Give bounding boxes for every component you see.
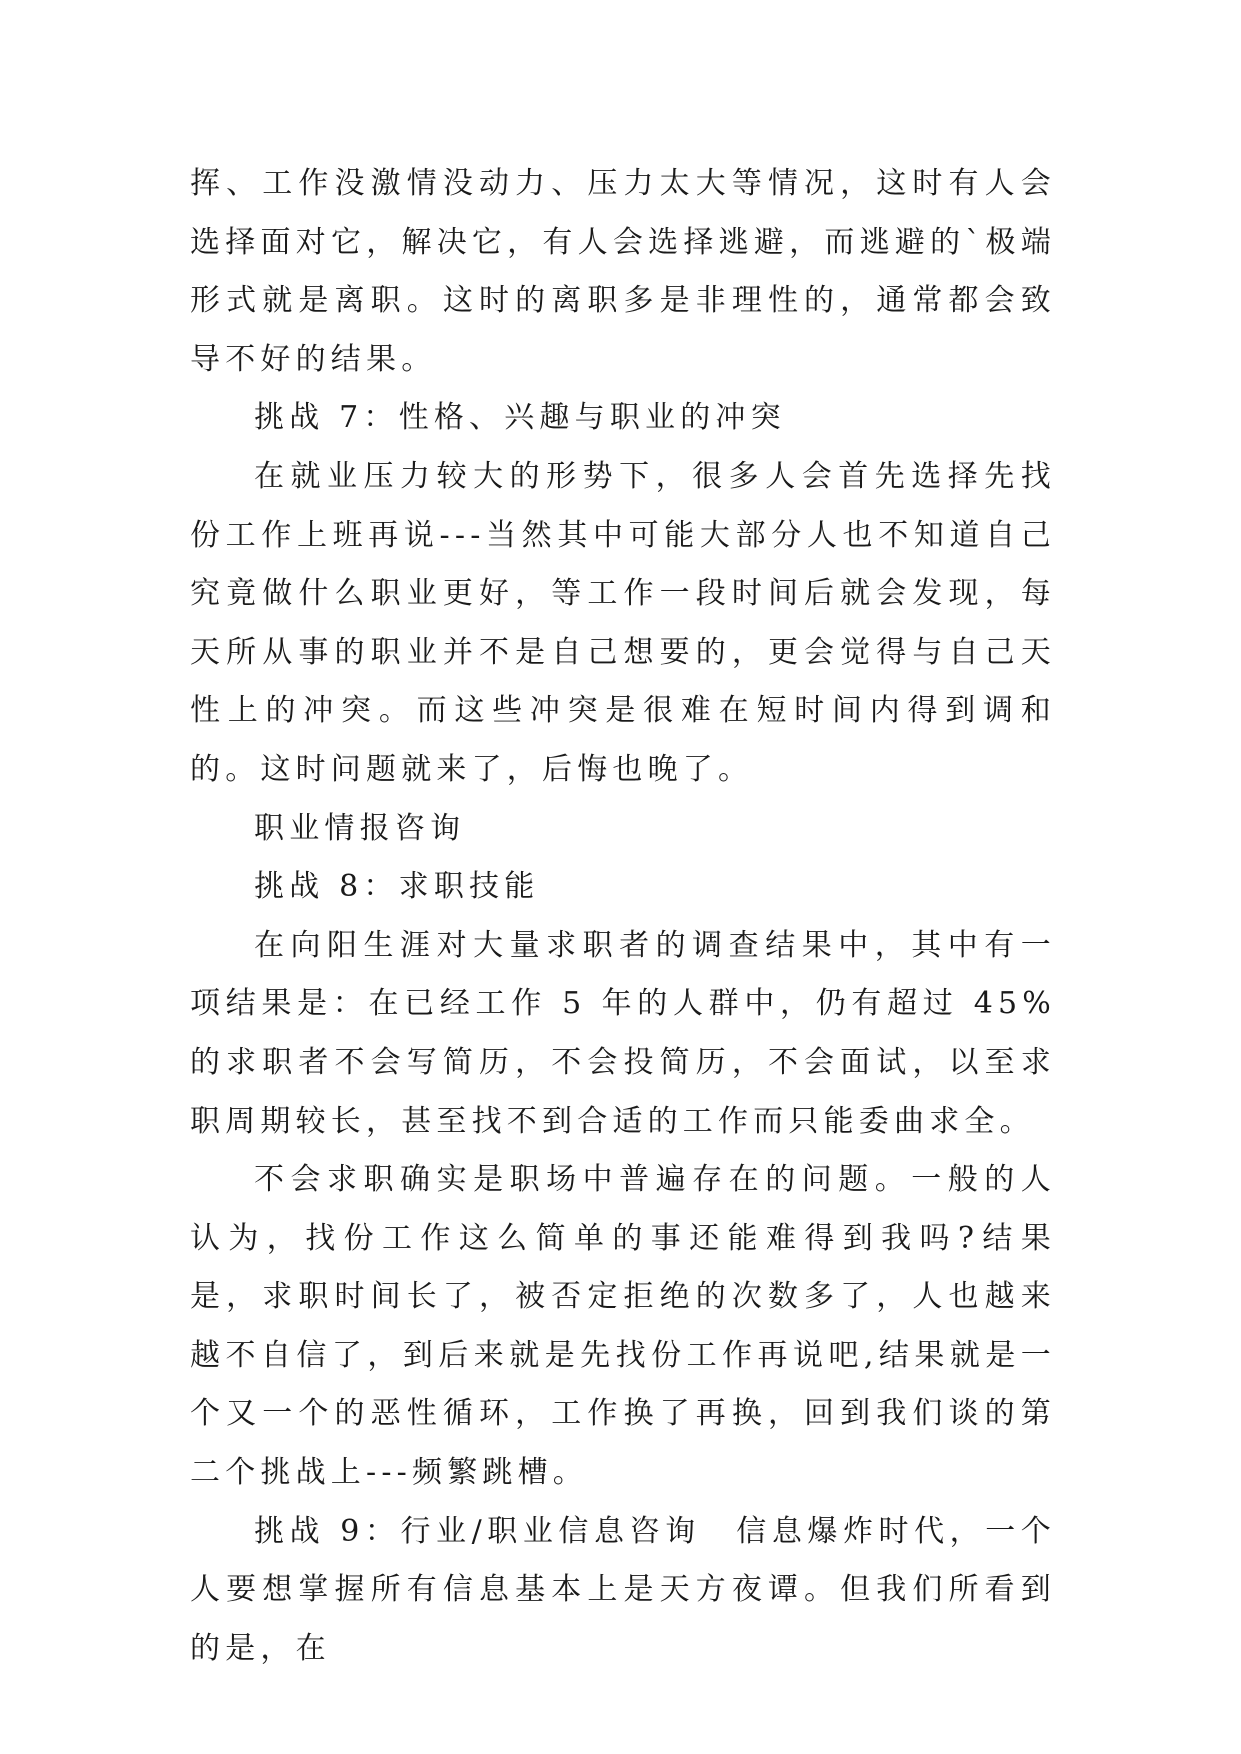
paragraph-challenge-9: 挑战 9：行业/职业信息咨询 信息爆炸时代，一个人要想掌握所有信息基本上是天方夜谭。但我们所看到的是，在 xyxy=(190,1513,1056,1666)
document-page xyxy=(190,155,1056,1678)
paragraph-challenge-7-body: 在就业压力较大的形势下，很多人会首先选择先找份工作上班再说---当然其中可能大部分人也不知道自己究竟做什么职业更好，等工作一段时间后就会发现，每天所从事的职业并不是自己想要的，更会觉得与自己天性上的冲突。而这些冲突是很难在短时间内得到调和的。这时问题就来了，后悔也晚了。 xyxy=(190,458,1056,787)
paragraph-continuation: 挥、工作没激情没动力、压力太大等情况，这时有人会选择面对它，解决它，有人会选择逃避，而逃避的`极端形式就是离职。这时的离职多是非理性的，通常都会致导不好的结果。 xyxy=(190,166,1056,377)
heading-challenge-7: 挑战 7：性格、兴趣与职业的冲突 xyxy=(254,400,786,436)
heading-career-info: 职业情报咨询 xyxy=(254,810,466,846)
heading-challenge-8: 挑战 8：求职技能 xyxy=(254,869,540,905)
paragraph-challenge-8-survey: 在向阳生涯对大量求职者的调查结果中，其中有一项结果是：在已经工作 5 年的人群中，仍有超过 45%的求职者不会写简历，不会投简历，不会面试，以至求职周期较长，甚至找不到合适的工作而只能委曲求全。 xyxy=(190,927,1056,1139)
paragraph-challenge-8-body: 不会求职确实是职场中普遍存在的问题。一般的人认为，找份工作这么简单的事还能难得到我吗?结果是，求职时间长了，被否定拒绝的次数多了，人也越来越不自信了，到后来就是先找份工作再说吧,结果就是一个又一个的恶性循环，工作换了再换，回到我们谈的第二个挑战上---频繁跳槽。 xyxy=(190,1162,1056,1491)
